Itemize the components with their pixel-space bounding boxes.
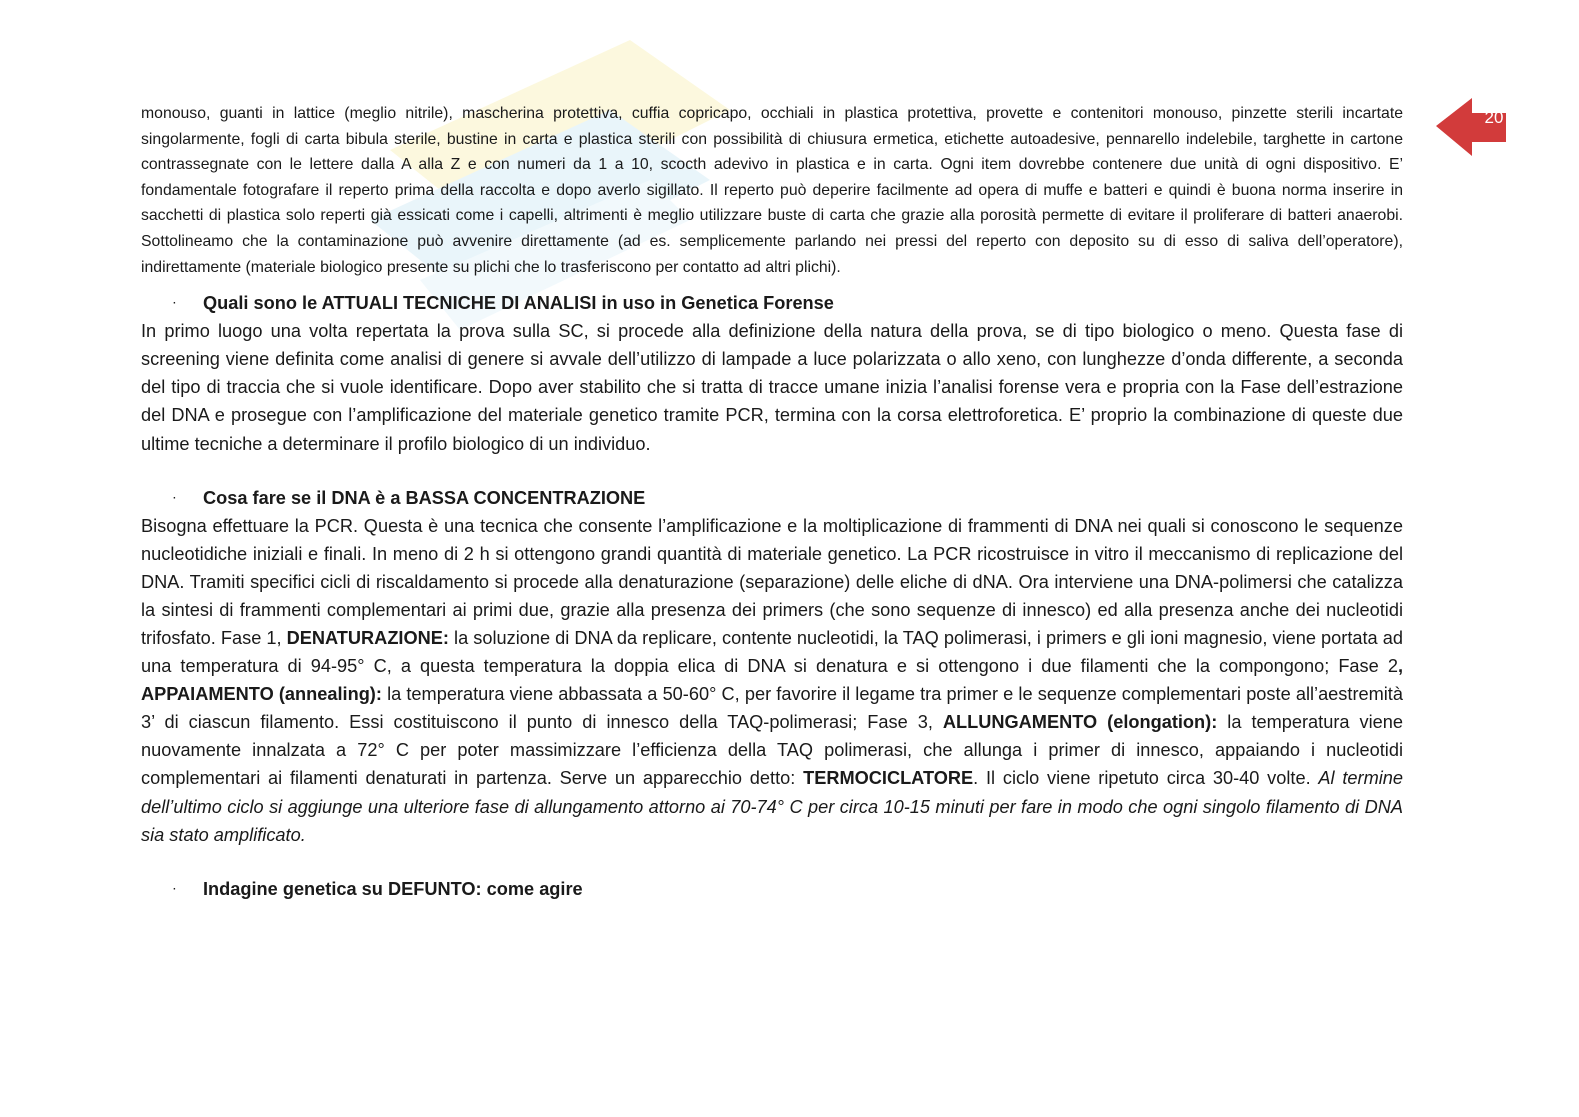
bullet-icon: ·: [173, 883, 177, 895]
pcr-text: . Il ciclo viene ripetuto circa 30-40 volte.: [973, 768, 1311, 789]
page-number-badge: [1436, 96, 1526, 160]
thermocycler-term: TERMOCICLATORE: [803, 768, 974, 789]
pcr-text: la temperatura viene abbassata a 50-60° C, per favorire il legame tra primer e le sequenze complementari poste all’aestremità 3’ di ciascun filamento. Essi costituiscono il punto di innesco della TAQ-polimerasi; Fase 3,: [141, 684, 1403, 733]
pcr-phase-annealing: , APPAIAMENTO (annealing):: [141, 656, 1403, 705]
pcr-text: la temperatura viene nuovamente innalzata a 72° C per poter massimizzare l’efficienza della TAQ polimerasi, che allunga i primer di innesco, appaiando i nucleotidi complementari ai filamenti denaturati in partenza. Serve un apparecchio detto:: [141, 712, 1404, 789]
heading-text: Quali sono le ATTUALI TECNICHE DI ANALISI in uso in Genetica Forense: [203, 293, 834, 314]
pcr-text: la soluzione di DNA da replicare, contente nucleotidi, la TAQ polimerasi, i primers e gli ioni magnesio, viene portata ad una temperatura di 94-95° C, a questa temperatura la doppia elica di DNA si denatura e si ottengono i due filamenti che la compongono; Fase 2: [141, 628, 1403, 677]
pcr-paragraph: [141, 512, 1403, 849]
document-body: [141, 101, 1403, 903]
bullet-icon: ·: [173, 492, 177, 504]
pcr-text: Bisogna effettuare la PCR. Questa è una tecnica che consente l’amplificazione e la moltiplicazione di frammenti di DNA nei quali si conoscono le sequenze nucleotidiche iniziali e finali. In meno di 2 h si ottengono grandi quantità di materiale genetico. La PCR ricostruisce in vitro il meccanismo di replicazione del DNA. Tramiti specifici cicli di riscaldamento si procede alla denaturazione (separazione) delle eliche di dNA. Ora interviene una DNA-polimersi che catalizza la sintesi di frammenti complementari ai primi due, grazie alla presenza dei primers (che sono sequenze di innesco) ed alla presenza anche dei nucleotidi trifosfato. Fase 1,: [141, 515, 1403, 648]
page-number: 20: [1484, 108, 1504, 127]
pcr-italic-note: Al termine dell’ultimo ciclo si aggiunge una ulteriore fase di allungamento attorno ai 70-74° C per circa 10-15 minuti per fare in modo che ogni singolo filamento di DNA sia stato amplificato.: [141, 768, 1403, 845]
arrow-left-icon: [1436, 96, 1526, 160]
pcr-phase-elongation: ALLUNGAMENTO (elongation):: [942, 712, 1218, 733]
section-heading-low-concentration: [141, 485, 1403, 512]
section-heading-analysis: [141, 290, 1403, 317]
heading-text: Indagine genetica su DEFUNTO: come agire: [203, 878, 583, 899]
intro-paragraph: monouso, guanti in lattice (meglio nitrile), mascherina protettiva, cuffia copricapo, occhiali in plastica protettiva, provette e contenitori monouso, pinzette sterili incartate singolarmente, fogli di carta bibula sterile, bustine in carta e plastica sterili con possibilità di chiusura ermetica, etichette autoadesive, pennarello indelebile, targhette in cartone contrassegnate con le lettere dalla A alla Z e con numeri da 1 a 10, scocth adevivo in plastica e in carta. Ogni item dovrebbe contenere due unità di ogni dispositivo. E’ fondamentale fotografare il reperto prima della raccolta e dopo averlo sigillato. Il reperto può deperire facilmente ad opera di muffe e batteri e quindi è buona norma inserire in sacchetti di plastica solo reperti già essicati come i capelli, altrimenti è meglio utilizzare buste di carta che grazie alla porosità permette di evitare il proliferare di batteri anaerobi. Sottolineamo che la contaminazione può avvenire direttamente (ad es. semplicemente parlando nei pressi del reperto con deposito su di esso di saliva dell’operatore), indirettamente (materiale biologico presente su plichi che lo trasferiscono per contatto ad altri plichi).: [141, 105, 1403, 276]
heading-text: Cosa fare se il DNA è a BASSA CONCENTRAZIONE: [203, 487, 646, 508]
section-heading-deceased: [141, 876, 1403, 903]
pcr-phase-denaturation: DENATURAZIONE:: [286, 628, 449, 648]
analysis-paragraph: In primo luogo una volta repertata la prova sulla SC, si procede alla definizione della natura della prova, se di tipo biologico o meno. Questa fase di screening viene definita come analisi di genere si avvale dell’utilizzo di lampade a luce polarizzata o allo xeno, con lunghezze d’onda differente, a seconda del tipo di traccia che si vuole identificare. Dopo aver stabilito che si tratta di tracce umane inizia l’analisi forense vera e propria con la Fase dell’estrazione del DNA e prosegue con l’amplificazione del materiale genetico tramite PCR, termina con la corsa elettroforetica. E’ proprio la combinazione di queste due ultime tecniche a determinare il profilo biologico di un individuo.: [141, 321, 1403, 454]
bullet-icon: ·: [173, 298, 177, 310]
